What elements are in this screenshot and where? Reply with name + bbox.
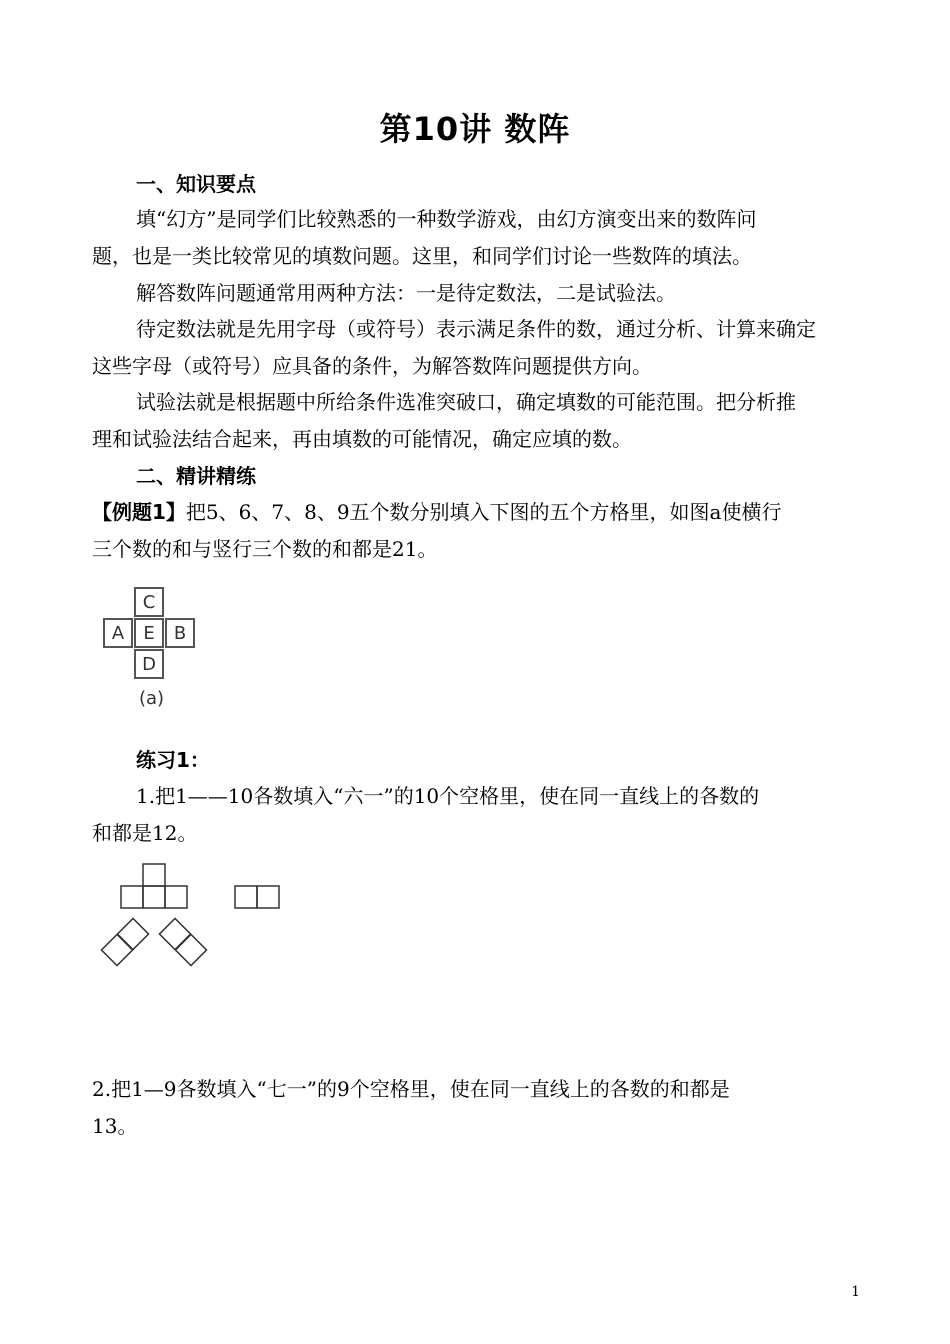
paragraph-methods: 解答数阵问题通常用两种方法：一是待定数法，二是试验法。 bbox=[136, 281, 676, 305]
cell-e: E bbox=[134, 618, 164, 648]
practice-q1-line-1: 1.把1——10各数填入“六一”的10个空格里，使在同一直线上的各数的 bbox=[136, 784, 760, 808]
example-1-text: 把5、6、7、8、9五个数分别填入下图的五个方格里，如图a使横行 bbox=[185, 500, 782, 524]
cell-b: B bbox=[165, 618, 195, 648]
section-heading-practice: 二、精讲精练 bbox=[136, 464, 256, 488]
liu-yi-right-leg-upper bbox=[159, 918, 190, 949]
page-title: 第10讲 数阵 bbox=[379, 110, 571, 148]
paragraph-trial-line-1: 试验法就是根据题中所给条件选准突破口，确定填数的可能范围。把分析推 bbox=[136, 390, 796, 414]
liu-yi-row-cell-middle bbox=[143, 886, 165, 908]
practice-q2-line-1: 2.把1—9各数填入“七一”的9个空格里，使在同一直线上的各数的和都是 bbox=[92, 1077, 730, 1101]
example-1-label: 【例题1】 bbox=[92, 500, 186, 524]
liu-yi-right-leg-lower bbox=[175, 934, 206, 965]
practice-heading: 练习1： bbox=[136, 748, 210, 772]
yi-cell-right bbox=[257, 886, 279, 908]
figure-a-cross-grid bbox=[103, 587, 199, 711]
liu-yi-left-leg-lower bbox=[101, 934, 132, 965]
figure-a-caption: (a) bbox=[139, 688, 165, 709]
example-1-line-1 bbox=[92, 496, 781, 525]
practice-q1-line-2: 和都是12。 bbox=[92, 821, 198, 845]
yi-cell-left bbox=[235, 886, 257, 908]
paragraph-undetermined-line-1: 待定数法就是先用字母（或符号）表示满足条件的数，通过分析、计算来确定 bbox=[136, 317, 816, 341]
example-1-line-2: 三个数的和与竖行三个数的和都是21。 bbox=[92, 537, 438, 561]
section-heading-knowledge: 一、知识要点 bbox=[136, 172, 256, 196]
paragraph-trial-line-2: 理和试验法结合起来，再由填数的可能情况，确定应填的数。 bbox=[92, 427, 632, 451]
paragraph-undetermined-line-2: 这些字母（或符号）应具备的条件，为解答数阵问题提供方向。 bbox=[92, 354, 652, 378]
practice-q2-line-2: 13。 bbox=[92, 1114, 138, 1138]
liu-yi-left-leg-upper bbox=[117, 918, 148, 949]
liu-yi-row-cell-left bbox=[121, 886, 143, 908]
cell-c: C bbox=[134, 587, 164, 617]
paragraph-intro-line-1: 填“幻方”是同学们比较熟悉的一种数学游戏，由幻方演变出来的数阵问 bbox=[136, 207, 757, 231]
cell-a: A bbox=[103, 618, 133, 648]
liu-yi-row-cell-right bbox=[165, 886, 187, 908]
liu-yi-grid-figure bbox=[95, 858, 290, 968]
paragraph-intro-line-2: 题，也是一类比较常见的填数问题。这里，和同学们讨论一些数阵的填法。 bbox=[92, 244, 752, 268]
liu-yi-top-cell bbox=[143, 864, 165, 886]
cell-d: D bbox=[134, 649, 164, 679]
page-number: 1 bbox=[851, 1284, 860, 1300]
